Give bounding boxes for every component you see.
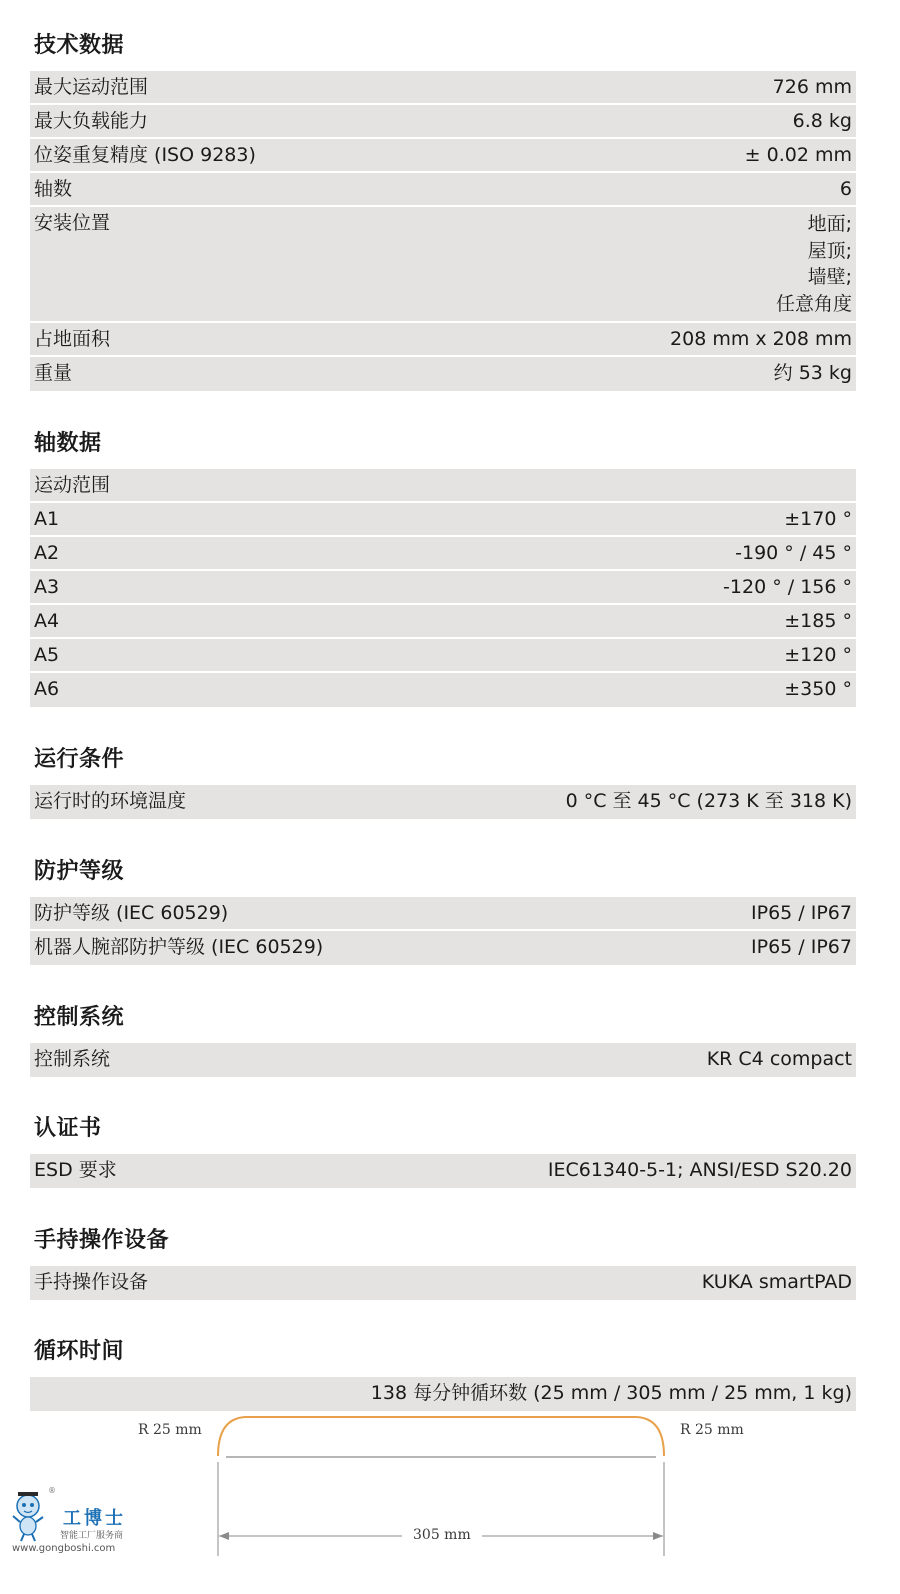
brand-name: 工博士 <box>63 1508 126 1529</box>
row-value: 138 每分钟循环数 (25 mm / 305 mm / 25 mm, 1 kg) <box>370 1382 852 1404</box>
section-title: 轴数据 <box>34 431 102 456</box>
table-row <box>30 537 856 571</box>
section-title: 循环时间 <box>34 1339 125 1364</box>
table-row <box>30 357 856 391</box>
row-value: ± 0.02 mm <box>744 144 852 166</box>
section-title: 防护等级 <box>34 859 125 884</box>
row-value: -120 ° / 156 ° <box>723 576 852 598</box>
control-table <box>30 1043 856 1077</box>
row-value: KR C4 compact <box>706 1048 852 1070</box>
section-title: 手持操作设备 <box>34 1228 170 1253</box>
row-label: A1 <box>34 508 60 530</box>
row-value: ±185 ° <box>784 610 852 632</box>
row-value: -190 ° / 45 ° <box>735 542 852 564</box>
row-value: 6.8 kg <box>792 110 852 132</box>
right-radius-label: R 25 mm <box>680 1422 744 1438</box>
row-value: 0 °C 至 45 °C (273 K 至 318 K) <box>565 790 852 812</box>
table-row <box>30 469 856 503</box>
table-row <box>30 105 856 139</box>
arrow-left-icon <box>219 1532 229 1540</box>
row-label: 重量 <box>34 362 73 384</box>
table-row <box>30 1266 856 1300</box>
table-row <box>30 571 856 605</box>
motion-path-curve <box>218 1417 664 1456</box>
row-value: IP65 / IP67 <box>751 902 852 924</box>
row-value: 地面; 屋顶; 墙壁; 任意角度 <box>775 213 852 315</box>
table-row <box>30 605 856 639</box>
table-row <box>30 71 856 105</box>
row-label: 控制系统 <box>34 1048 111 1070</box>
row-label: A4 <box>34 610 60 632</box>
table-row <box>30 173 856 207</box>
row-value: KUKA smartPAD <box>701 1271 852 1293</box>
table-row <box>30 207 856 323</box>
row-value: 726 mm <box>772 76 852 98</box>
row-label: 防护等级 (IEC 60529) <box>34 902 229 924</box>
table-row <box>30 503 856 537</box>
mascot-icon <box>8 1486 68 1546</box>
section-title: 控制系统 <box>34 1005 125 1030</box>
row-label: 最大负载能力 <box>34 110 149 132</box>
row-value: ±350 ° <box>784 678 852 700</box>
row-value: ±120 ° <box>784 644 852 666</box>
brand-url: www.gongboshi.com <box>12 1543 116 1554</box>
row-label: A3 <box>34 576 60 598</box>
row-label: A5 <box>34 644 60 666</box>
row-value: 208 mm x 208 mm <box>670 328 852 350</box>
table-row <box>30 673 856 707</box>
table-row <box>30 639 856 673</box>
row-label: ESD 要求 <box>34 1159 117 1181</box>
row-value: IP65 / IP67 <box>751 936 852 958</box>
section-title: 运行条件 <box>34 747 125 772</box>
cycle-path-diagram <box>0 1404 900 1594</box>
table-row <box>30 897 856 931</box>
brand-tagline: 智能工厂服务商 <box>60 1531 124 1541</box>
row-label: 位姿重复精度 (ISO 9283) <box>34 144 256 166</box>
axis-table <box>30 469 856 707</box>
operating-table <box>30 785 856 819</box>
table-row <box>30 1154 856 1188</box>
tech-table <box>30 71 856 391</box>
table-row <box>30 323 856 357</box>
row-label: 机器人腕部防护等级 (IEC 60529) <box>34 936 324 958</box>
row-label: 运行时的环境温度 <box>34 790 187 812</box>
section-title: 技术数据 <box>34 33 125 58</box>
watermark-logo <box>8 1486 133 1558</box>
row-label: 轴数 <box>34 178 73 200</box>
registered-mark: ® <box>48 1486 56 1495</box>
left-radius-label: R 25 mm <box>138 1422 202 1438</box>
width-dimension-label: 305 mm <box>413 1527 471 1543</box>
row-value: 6 <box>839 178 852 200</box>
arrow-right-icon <box>653 1532 663 1540</box>
table-row <box>30 139 856 173</box>
row-label: 安装位置 <box>34 212 111 234</box>
table-row <box>30 931 856 965</box>
table-row <box>30 1043 856 1077</box>
row-value: 约 53 kg <box>773 362 852 384</box>
cert-table <box>30 1154 856 1188</box>
row-label: A2 <box>34 542 60 564</box>
table-row <box>30 785 856 819</box>
row-label: 运动范围 <box>34 474 111 496</box>
section-title: 认证书 <box>34 1116 102 1141</box>
protection-table <box>30 897 856 965</box>
row-label: 最大运动范围 <box>34 76 149 98</box>
row-label: 手持操作设备 <box>34 1271 149 1293</box>
row-value: IEC61340-5-1; ANSI/ESD S20.20 <box>547 1159 852 1181</box>
handheld-table <box>30 1266 856 1300</box>
row-value: ±170 ° <box>784 508 852 530</box>
row-label: A6 <box>34 678 60 700</box>
row-label: 占地面积 <box>34 328 111 350</box>
